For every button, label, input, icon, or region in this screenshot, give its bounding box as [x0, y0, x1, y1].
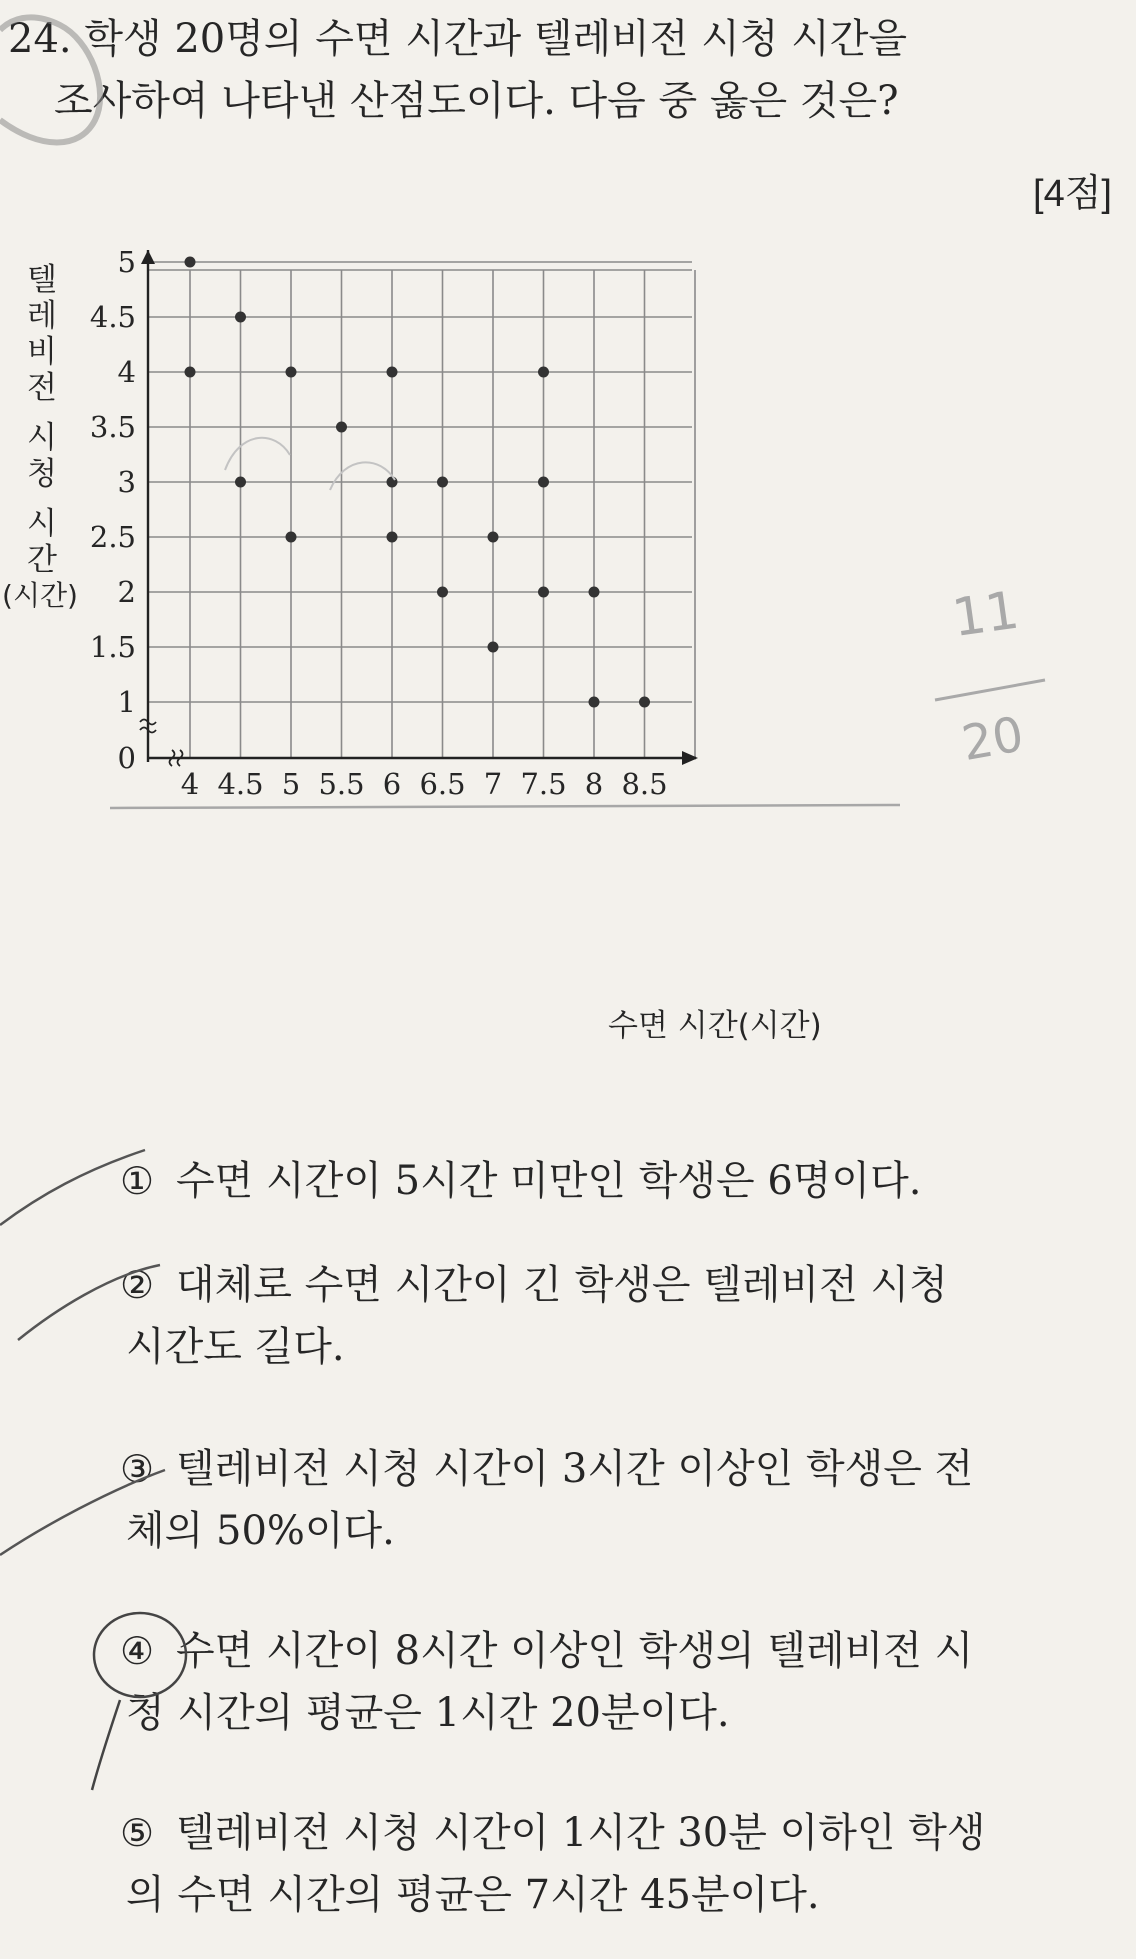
- option-2-text: [126, 1254, 1106, 1378]
- handwritten-fraction-numerator: 11: [948, 580, 1023, 650]
- scatter-chart: [0, 240, 900, 1070]
- question-points: [4점]: [1033, 173, 1112, 215]
- option-1-text: [176, 1150, 1106, 1212]
- y-tick-label: 1.5: [89, 630, 136, 664]
- y-tick-label: 3.5: [89, 410, 136, 444]
- y-axis-label-char: [4, 492, 80, 506]
- x-tick-label: 7.5: [520, 767, 567, 801]
- option-5-text: [126, 1802, 1106, 1926]
- x-tick-label: 5: [281, 767, 301, 801]
- y-tick-label: 3: [117, 465, 136, 499]
- question-line-2: 조사하여 나타낸 산점도이다. 다음 중 옳은 것은?: [54, 78, 899, 124]
- y-tick-label: 4.5: [89, 300, 136, 334]
- y-axis-label-char: 청: [27, 456, 57, 492]
- x-tick-label: 6: [382, 767, 402, 801]
- x-tick-label: 4: [180, 767, 200, 801]
- y-tick-label: 2.5: [89, 520, 136, 554]
- y-axis-label-char: [4, 406, 80, 420]
- data-point: [387, 367, 398, 378]
- data-point: [286, 532, 297, 543]
- circle-tail-mark: [92, 1700, 120, 1790]
- data-point: [538, 367, 549, 378]
- option-3-line-1: 텔레비전 시청 시간이 3시간 이상인 학생은 전: [176, 1446, 974, 1492]
- option-5-line-1: 텔레비전 시청 시간이 1시간 30분 이하인 학생: [176, 1810, 986, 1856]
- y-axis-label-char: 텔: [27, 262, 57, 298]
- x-tick-label: 4.5: [217, 767, 264, 801]
- handwritten-fraction-denominator: 20: [957, 706, 1028, 773]
- data-point: [235, 312, 246, 323]
- option-5-line-2: 의 수면 시간의 평균은 7시간 45분이다.: [126, 1872, 820, 1918]
- y-axis-label-char: 전: [27, 370, 57, 406]
- data-point: [437, 587, 448, 598]
- question-stem: [8, 8, 1118, 132]
- scatter-plot-svg: [0, 240, 900, 1070]
- x-tick-label: 7: [483, 767, 503, 801]
- option-5-number: ⑤: [120, 1811, 155, 1855]
- option-4-text: [126, 1620, 1106, 1744]
- data-point: [235, 477, 246, 488]
- x-tick-label: 6.5: [419, 767, 466, 801]
- option-3-number: ③: [120, 1447, 155, 1491]
- data-point: [488, 532, 499, 543]
- data-point: [538, 477, 549, 488]
- option-4-line-2: 청 시간의 평균은 1시간 20분이다.: [126, 1690, 730, 1736]
- option-3-text: [126, 1438, 1106, 1562]
- x-tick-label: 5.5: [318, 767, 365, 801]
- y-axis-label-char: 레: [27, 298, 57, 334]
- question-line-1: 24. 학생 20명의 수면 시간과 텔레비전 시청 시간을: [8, 16, 908, 62]
- data-point: [286, 367, 297, 378]
- y-tick-label: 4: [117, 355, 136, 389]
- option-4-line-1: 수면 시간이 8시간 이상인 학생의 텔레비전 시: [176, 1628, 974, 1674]
- option-4-number: ④: [120, 1629, 155, 1673]
- y-axis-arrow: [141, 250, 155, 264]
- y-axis-label-char: 비: [27, 334, 57, 370]
- data-point: [185, 367, 196, 378]
- data-point: [336, 422, 347, 433]
- y-axis-label-char: 시: [27, 420, 57, 456]
- y-axis-label: [4, 262, 80, 614]
- data-point: [589, 587, 600, 598]
- y-axis-label-char: 시: [27, 506, 57, 542]
- data-point: [639, 697, 650, 708]
- y-axis-label-unit: (시간): [2, 579, 78, 612]
- data-point: [589, 697, 600, 708]
- option-2-line-1: 대체로 수면 시간이 긴 학생은 텔레비전 시청: [176, 1262, 948, 1308]
- data-point: [437, 477, 448, 488]
- option-1-line-1: 수면 시간이 5시간 미만인 학생은 6명이다.: [176, 1158, 922, 1204]
- handwritten-fraction-bar: [935, 680, 1045, 700]
- data-point: [185, 257, 196, 268]
- y-tick-label: 1: [117, 685, 136, 719]
- data-point: [488, 642, 499, 653]
- option-2-number: ②: [120, 1263, 155, 1307]
- y-tick-label: 2: [117, 575, 136, 609]
- origin-label: 0: [117, 741, 136, 775]
- data-point: [538, 587, 549, 598]
- y-tick-label: 5: [117, 245, 136, 279]
- x-tick-label: 8: [584, 767, 604, 801]
- y-axis-label-char: 간: [27, 542, 57, 578]
- data-point: [387, 477, 398, 488]
- option-2-line-2: 시간도 길다.: [126, 1324, 345, 1370]
- x-tick-label: 8.5: [621, 767, 668, 801]
- x-axis-label: 수면 시간(시간): [608, 1008, 822, 1044]
- option-3-line-2: 체의 50%이다.: [126, 1508, 395, 1554]
- option-1-number: ①: [120, 1159, 155, 1203]
- data-point: [387, 532, 398, 543]
